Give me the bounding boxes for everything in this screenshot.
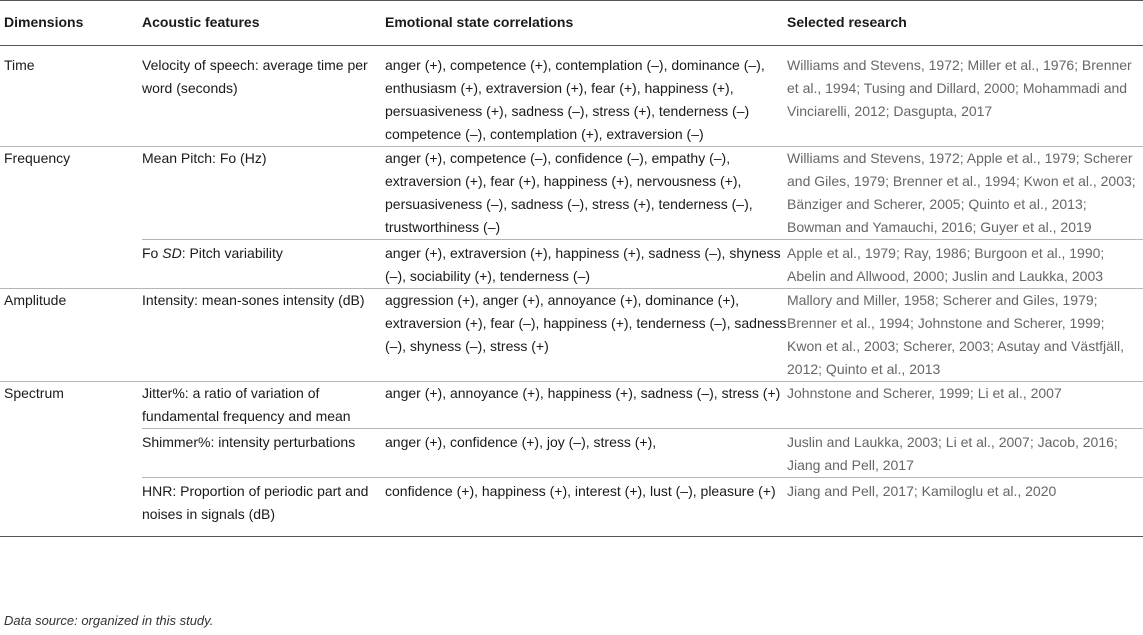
table-header xyxy=(0,1,1143,46)
header-row xyxy=(0,1,1143,46)
table-row-amplitude xyxy=(0,289,1143,382)
cell-research: Apple et al., 1979; Ray, 1986; Burgoon et al., 1990; Abelin and Allwood, 2000; Juslin and Laukka, 2003 xyxy=(787,240,1143,289)
cell-dimension: Time xyxy=(4,57,35,73)
header-emotional-state-correlations: Emotional state correlations xyxy=(385,1,787,46)
cell-feature: Velocity of speech: average time per word (seconds) xyxy=(142,57,368,96)
cell-emotion: aggression (+), anger (+), annoyance (+), dominance (+), extraversion (+), fear (–), happiness (+), tenderness (–), sadness (–), shyness (–), stress (+) xyxy=(385,289,787,382)
cell-research: Juslin and Laukka, 2003; Li et al., 2007; Jacob, 2016; Jiang and Pell, 2017 xyxy=(787,429,1143,478)
table-footnote: Data source: organized in this study. xyxy=(4,613,214,628)
cell-feature: Intensity: mean-sones intensity (dB) xyxy=(142,289,385,382)
table-row-frequency-mean-pitch xyxy=(0,147,1143,240)
feature-italic: SD xyxy=(162,245,182,261)
table-row-time xyxy=(0,46,1143,147)
cell-emotion: anger (+), competence (–), confidence (–), empathy (–), extraversion (+), fear (+), happiness (+), nervousness (+), persuasiveness (–), sadness (–), stress (+), tenderness (–), trustworthiness (–) xyxy=(385,147,787,240)
cell-research: Mallory and Miller, 1958; Scherer and Giles, 1979; Brenner et al., 1994; Johnstone and Scherer, 1999; Kwon et al., 2003; Scherer, 2003; Asutay and Västfjäll, 2012; Quinto et al., 2013 xyxy=(787,289,1143,382)
cell-feature: Shimmer%: intensity perturbations xyxy=(142,429,385,478)
feature-suffix: : Pitch variability xyxy=(181,245,283,261)
cell-dimension xyxy=(0,429,142,478)
table-row-spectrum-jitter xyxy=(0,382,1143,429)
table-row-frequency-fo-sd xyxy=(0,240,1143,289)
cell-emotion: anger (+), confidence (+), joy (–), stress (+), xyxy=(385,429,787,478)
cell-dimension xyxy=(0,240,142,289)
cell-research: Williams and Stevens, 1972; Apple et al., 1979; Scherer and Giles, 1979; Brenner et al., 1994; Kwon et al., 2003; Bänziger and Scherer, 2005; Quinto et al., 2013; Bowman and Yamauchi, 2016; Guyer et al., 2019 xyxy=(787,147,1143,240)
cell-research: Williams and Stevens, 1972; Miller et al., 1976; Brenner et al., 1994; Tusing and Dillard, 2000; Mohammadi and Vinciarelli, 2012; Dasgupta, 2017 xyxy=(787,57,1132,119)
cell-dimension: Amplitude xyxy=(0,289,142,382)
cell-research: Jiang and Pell, 2017; Kamiloglu et al., 2020 xyxy=(787,478,1143,537)
cell-feature: HNR: Proportion of periodic part and noises in signals (dB) xyxy=(142,478,385,537)
header-dimensions: Dimensions xyxy=(0,1,142,46)
cell-feature xyxy=(142,240,385,289)
table-row-spectrum-shimmer xyxy=(0,429,1143,478)
cell-dimension: Frequency xyxy=(0,147,142,240)
feature-prefix: Fo xyxy=(142,245,163,261)
cell-feature: Mean Pitch: Fo (Hz) xyxy=(142,147,385,240)
table-row-spectrum-hnr xyxy=(0,478,1143,537)
cell-dimension: Spectrum xyxy=(0,382,142,429)
cell-emotion: anger (+), extraversion (+), happiness (+), sadness (–), shyness (–), sociability (+), tenderness (–) xyxy=(385,240,787,289)
cell-emotion: confidence (+), happiness (+), interest (+), lust (–), pleasure (+) xyxy=(385,478,787,537)
table-body xyxy=(0,46,1143,537)
cell-emotion: anger (+), annoyance (+), happiness (+), sadness (–), stress (+) xyxy=(385,382,787,429)
cell-emotion: anger (+), competence (+), contemplation (–), dominance (–), enthusiasm (+), extraversion (+), fear (+), happiness (+), persuasiveness (+), sadness (–), stress (+), tenderness (–) competence (–), contemplation (+), extraversion (–) xyxy=(385,57,765,142)
cell-feature: Jitter%: a ratio of variation of fundamental frequency and mean xyxy=(142,382,385,429)
cell-research: Johnstone and Scherer, 1999; Li et al., 2007 xyxy=(787,382,1143,429)
header-selected-research: Selected research xyxy=(787,1,1143,46)
header-acoustic-features: Acoustic features xyxy=(142,1,385,46)
cell-dimension xyxy=(0,478,142,537)
